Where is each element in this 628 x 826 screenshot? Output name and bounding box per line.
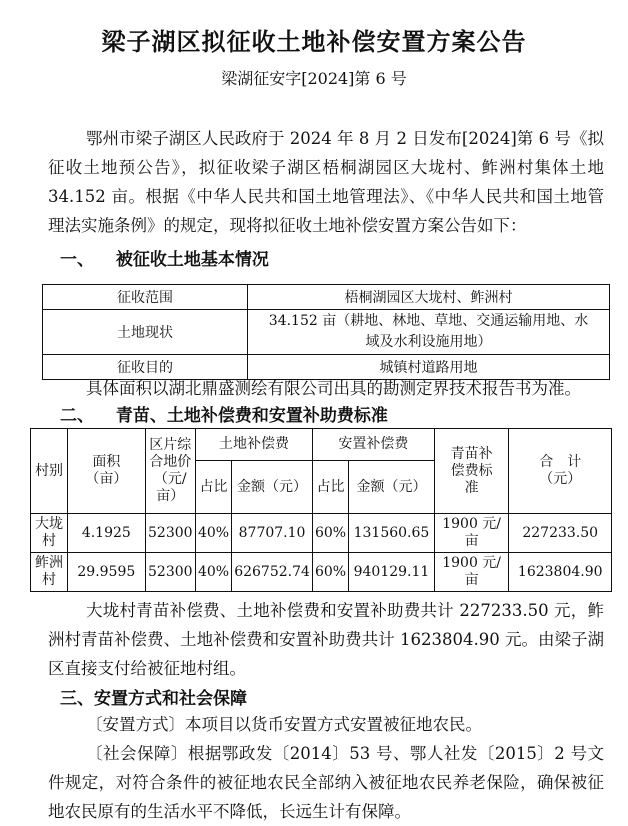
table-row (43, 310, 610, 355)
cell-land-amount: 626752.74 (232, 553, 313, 592)
header-area: 面积（亩） (68, 429, 145, 514)
section-1-heading (60, 245, 269, 270)
cell-crop: 1900 元/亩 (434, 553, 509, 592)
row-value: 34.152 亩（耕地、林地、草地、交通运输用地、水域及水利设施用地） (248, 310, 610, 355)
header-price: 区片综合地价（元/亩） (145, 429, 195, 514)
table-row (43, 285, 610, 310)
survey-note: 具体面积以湖北鼎盛测绘有限公司出具的勘测定界技术报告书为准。 (86, 379, 581, 398)
header-land-compensation: 土地补偿费 (195, 429, 312, 461)
resettlement-method: 〔安置方式〕本项目以货币安置方式安置被征地农民。 (86, 715, 482, 734)
row-value: 城镇村道路用地 (248, 355, 610, 380)
land-info-table (42, 284, 610, 380)
cell-price: 52300 (145, 514, 195, 553)
cell-land-amount: 87707.10 (232, 514, 313, 553)
row-label: 土地现状 (43, 310, 248, 355)
row-value: 梧桐湖园区大垅村、鲊洲村 (248, 285, 610, 310)
cell-land-ratio: 40% (195, 553, 231, 592)
social-security: 〔社会保障〕根据鄂政发〔2014〕53 号、鄂人社发〔2015〕2 号文件规定，对符合条件的被征地农民全部纳入被征地农民养老保险，确保被征地农民原有的生活水平不降低，长远生计有保障。 (48, 744, 604, 821)
cell-area: 29.9595 (68, 553, 145, 592)
table-header-row (31, 429, 612, 461)
section-1-title: 被征收土地基本情况 (115, 250, 269, 270)
cell-land-ratio: 40% (195, 514, 231, 553)
cell-village: 大垅村 (31, 514, 68, 553)
cell-res-amount: 940129.11 (349, 553, 435, 592)
header-land-amount: 金额（元） (232, 461, 313, 514)
cell-res-ratio: 60% (312, 553, 348, 592)
header-resettlement: 安置补偿费 (312, 429, 434, 461)
header-total: 合 计（元） (509, 429, 612, 514)
cell-total: 1623804.90 (509, 553, 612, 592)
section-2-title: 青苗、土地补偿费和安置补助费标准 (115, 406, 388, 426)
header-res-ratio: 占比 (312, 461, 348, 514)
table-row (31, 553, 612, 592)
cell-res-amount: 131560.65 (349, 514, 435, 553)
cell-res-ratio: 60% (312, 514, 348, 553)
row-label: 征收范围 (43, 285, 248, 310)
header-village: 村别 (31, 429, 68, 514)
cell-price: 52300 (145, 553, 195, 592)
header-crop-compensation: 青苗补偿费标准 (434, 429, 509, 514)
section-2-number: 二、 (60, 406, 94, 426)
cell-total: 227233.50 (509, 514, 612, 553)
document-number: 梁湖征安字[2024]第 6 号 (221, 69, 407, 88)
cell-area: 4.1925 (68, 514, 145, 553)
summary-paragraph: 大垅村青苗补偿费、土地补偿费和安置补助费共计 227233.50 元，鲊洲村青苗补偿费、土地补偿费和安置补助费共计 1623804.90 元。由梁子湖区直接支付给被征地村组。 (48, 601, 604, 678)
document-title: 梁子湖区拟征收土地补偿安置方案公告 (101, 28, 527, 56)
header-res-amount: 金额（元） (349, 461, 435, 514)
header-land-ratio: 占比 (195, 461, 231, 514)
cell-crop: 1900 元/亩 (434, 514, 509, 553)
table-row (31, 514, 612, 553)
intro-paragraph: 鄂州市梁子湖区人民政府于 2024 年 8 月 2 日发布[2024]第 6 号《拟征收土地预公告》，拟征收梁子湖区梧桐湖园区大垅村、鲊洲村集体土地 34.152 亩。根据《中华人民共和国土地管理法》、《中华人民共和国土地管理法实施条例》的规定，现将拟征收土地补偿安置方案公告如下： (48, 129, 604, 235)
cell-village: 鲊洲村 (31, 553, 68, 592)
section-2-heading (60, 401, 388, 426)
section-3-heading: 三、安置方式和社会保障 (60, 689, 247, 709)
row-label: 征收目的 (43, 355, 248, 380)
section-1-number: 一、 (60, 250, 94, 270)
compensation-table (30, 428, 612, 592)
